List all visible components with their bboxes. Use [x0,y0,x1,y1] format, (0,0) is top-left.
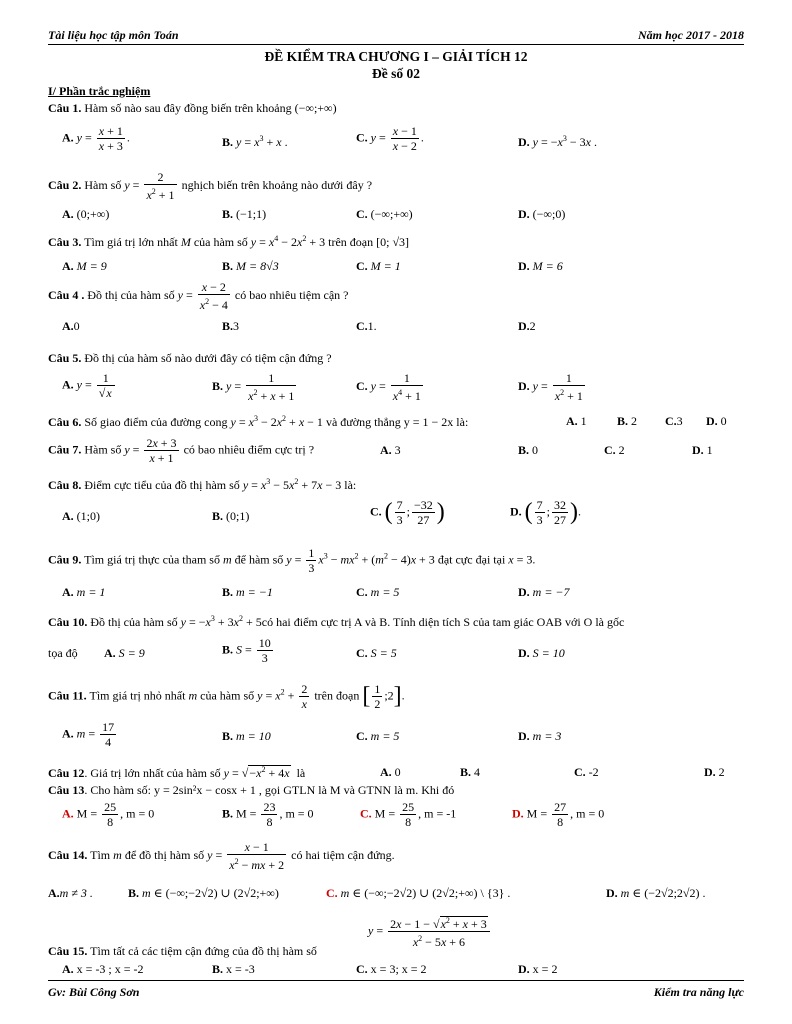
q15-option-c[interactable]: C. x = 3; x = 2 [356,962,427,976]
q6-option-d[interactable]: D. 0 [706,414,727,428]
question-10: Câu 10. Đồ thị của hàm số $y = -x^3 + 3x^2$ + 5có hai điểm cực trị A và B. Tính diện tích S của tam giác OAB với O là gốc [48,614,625,629]
q4-option-b[interactable]: B.3 [222,319,240,333]
q13-option-d[interactable]: D. M = $\frac{27}{8}$ , m = 0 [512,800,605,829]
q8-option-d[interactable]: D. ( $\frac{7}{3}$ ; $\frac{32}{27}$ ). [510,498,582,527]
question-8: Câu 8. Điểm cực tiểu của đồ thị hàm số $y = x^3 - 5x^2 + 7x - 3$ là: [48,477,357,492]
q5-option-d[interactable]: D. y = $\frac{1}{x^2 + 1}$ [518,371,583,403]
q12-option-d[interactable]: D. 2 [704,765,725,779]
q1-option-d[interactable]: D. $y = -x^3 - 3x$ . [518,134,597,149]
q13-option-a[interactable]: A. M = $\frac{25}{8}$ , m = 0 [62,800,155,829]
q11-option-b[interactable]: B. m = 10 [222,729,271,743]
q10-option-d[interactable]: D. S = 10 [518,646,565,660]
q4-option-d[interactable]: D.2 [518,319,536,333]
q8-option-b[interactable]: B. (0;1) [212,509,250,523]
header-left: Tài liệu học tập môn Toán [48,28,179,42]
q11-option-c[interactable]: C. m = 5 [356,729,400,743]
question-7: Câu 7. Hàm số y = $\frac{2x + 3}{x + 1}$ có bao nhiêu điểm cực trị ? [48,436,315,465]
question-9: Câu 9. Tìm giá trị thực của tham số m để hàm số y = $\frac{1}{3}$ $x^3 - mx^2 + (m^2 - 4)x + 3$ đạt cực đại tại x = 3. [48,546,536,575]
question-5: Câu 5. Đồ thị của hàm số nào dưới đây có tiệm cận đứng ? [48,351,332,365]
footer-left: Gv: Bùi Công Sơn [48,985,140,999]
q14-option-b[interactable]: B. m ∈ (−∞;−2√2) ∪ (2√2;+∞) [128,886,279,900]
question-12: Câu 12. Giá trị lớn nhất của hàm số $y = √-x^2 + 4x$ là [48,765,306,780]
q7-option-b[interactable]: B. 0 [518,443,539,457]
q14-option-c[interactable]: C. m ∈ (−∞;−2√2) ∪ (2√2;+∞) \ {3} . [326,886,511,900]
footer-right: Kiểm tra năng lực [653,985,744,999]
q9-option-b[interactable]: B. m = −1 [222,585,273,599]
exam-subtitle: Đề số 02 [372,66,420,81]
q3-option-b[interactable]: B. M = 8√3 [222,259,279,273]
page-footer [48,980,744,1001]
q5-option-a[interactable]: A. y = $\frac{1}{√x}$ [62,371,117,400]
q9-option-d[interactable]: D. m = −7 [518,585,570,599]
q7-option-c[interactable]: C. 2 [604,443,625,457]
q3-option-c[interactable]: C. M = 1 [356,259,401,273]
q4-option-a[interactable]: A.0 [62,319,80,333]
question-3: Câu 3. Tìm giá trị lớn nhất M của hàm số $y = x^4 - 2x^2 + 3$ trên đoạn [0; √3] [48,234,410,249]
q2-option-c[interactable]: C. (−∞;+∞) [356,207,413,221]
q4-option-c[interactable]: C.1. [356,319,377,333]
q6-option-c[interactable]: C.3 [665,414,683,428]
section-heading: I/ Phần trắc nghiệm [48,84,151,98]
question-14: Câu 14. Tìm m để đồ thị hàm số y = $\frac{x - 1}{x^2 - mx + 2}$ có hai tiệm cận đứng. [48,840,395,872]
q10-option-c[interactable]: C. S = 5 [356,646,397,660]
q14-option-a[interactable]: A.m ≠ 3 . [48,886,93,900]
question-4: Câu 4 . Đồ thị của hàm số y = $\frac{x - 2}{x^2 - 4}$ có bao nhiêu tiệm cận ? [48,280,349,312]
question-11: Câu 11. Tìm giá trị nhỏ nhất m của hàm số $y = x^2$ + $\frac{2}{x}$ trên đoạn [ $\frac{1}{2}$ ;2]. [48,682,405,711]
q7-option-d[interactable]: D. 1 [692,443,713,457]
q3-option-a[interactable]: A. M = 9 [62,259,107,273]
q5-option-c[interactable]: C. y = $\frac{1}{x^4 + 1}$ [356,371,421,403]
q15-function: y = $\frac{2x - 1 - √x^2 + x + 3}{x^2 - 5x + 6}$ [368,914,492,949]
q12-option-b[interactable]: B. 4 [460,765,481,779]
q1-option-b[interactable]: B. $y = x^3 + x$ . [222,134,288,149]
page-header [48,26,744,45]
q3-option-d[interactable]: D. M = 6 [518,259,563,273]
question-1: Câu 1. Hàm số nào sau đây đồng biến trên khoảng (−∞;+∞) [48,101,337,115]
q6-option-a[interactable]: A. 1 [566,414,587,428]
q12-option-c[interactable]: C. -2 [574,765,599,779]
q11-option-a[interactable]: A. m = $\frac{17}{4}$ [62,720,115,749]
q15-option-b[interactable]: B. x = -3 [212,962,255,976]
q9-option-c[interactable]: C. m = 5 [356,585,400,599]
q5-option-b[interactable]: B. y = $\frac{1}{x^2 + x + 1}$ [212,371,295,403]
question-10-cont: tọa độ [48,646,78,660]
q2-option-d[interactable]: D. (−∞;0) [518,207,566,221]
q1-option-a[interactable]: A. y = $\frac{x + 1}{x + 3}$ . [62,124,130,153]
q15-option-a[interactable]: A. x = -3 ; x = -2 [62,962,144,976]
q8-option-c[interactable]: C. ( $\frac{7}{3}$ ; $\frac{-32}{27}$ ) [370,498,445,527]
exam-title: ĐỀ KIỂM TRA CHƯƠNG I – GIẢI TÍCH 12 [264,49,528,64]
q11-option-d[interactable]: D. m = 3 [518,729,562,743]
q15-option-d[interactable]: D. x = 2 [518,962,558,976]
question-13: Câu 13. Cho hàm số: y = 2sin²x − cosx + 1 , gọi GTLN là M và GTNN là m. Khi đó [48,783,455,797]
header-right: Năm học 2017 - 2018 [638,28,744,42]
q2-option-a[interactable]: A. (0;+∞) [62,207,110,221]
q10-option-a[interactable]: A. S = 9 [104,646,145,660]
q13-option-b[interactable]: B. M = $\frac{23}{8}$ , m = 0 [222,800,314,829]
q14-option-d[interactable]: D. m ∈ (−2√2;2√2) . [606,886,706,900]
question-2: Câu 2. Hàm số y = $\frac{2}{x^2 + 1}$ nghịch biến trên khoảng nào dưới đây ? [48,170,373,202]
q6-option-b[interactable]: B. 2 [617,414,638,428]
q9-option-a[interactable]: A. m = 1 [62,585,106,599]
q2-option-b[interactable]: B. (−1;1) [222,207,267,221]
q7-option-a[interactable]: A. 3 [380,443,401,457]
question-6: Câu 6. Số giao điểm của đường cong $y = x^3 - 2x^2 + x - 1$ và đường thẳng y = 1 − 2x là: [48,414,469,429]
q12-option-a[interactable]: A. 0 [380,765,401,779]
q10-option-b[interactable]: B. S = $\frac{10}{3}$ [222,636,271,665]
q13-option-c[interactable]: C. M = $\frac{25}{8}$ , m = -1 [360,800,457,829]
q8-option-a[interactable]: A. (1;0) [62,509,100,523]
q1-option-c[interactable]: C. y = $\frac{x - 1}{x - 2}$ . [356,124,424,153]
question-15: Câu 15. Tìm tất cả các tiệm cận đứng của đồ thị hàm số [48,944,317,958]
